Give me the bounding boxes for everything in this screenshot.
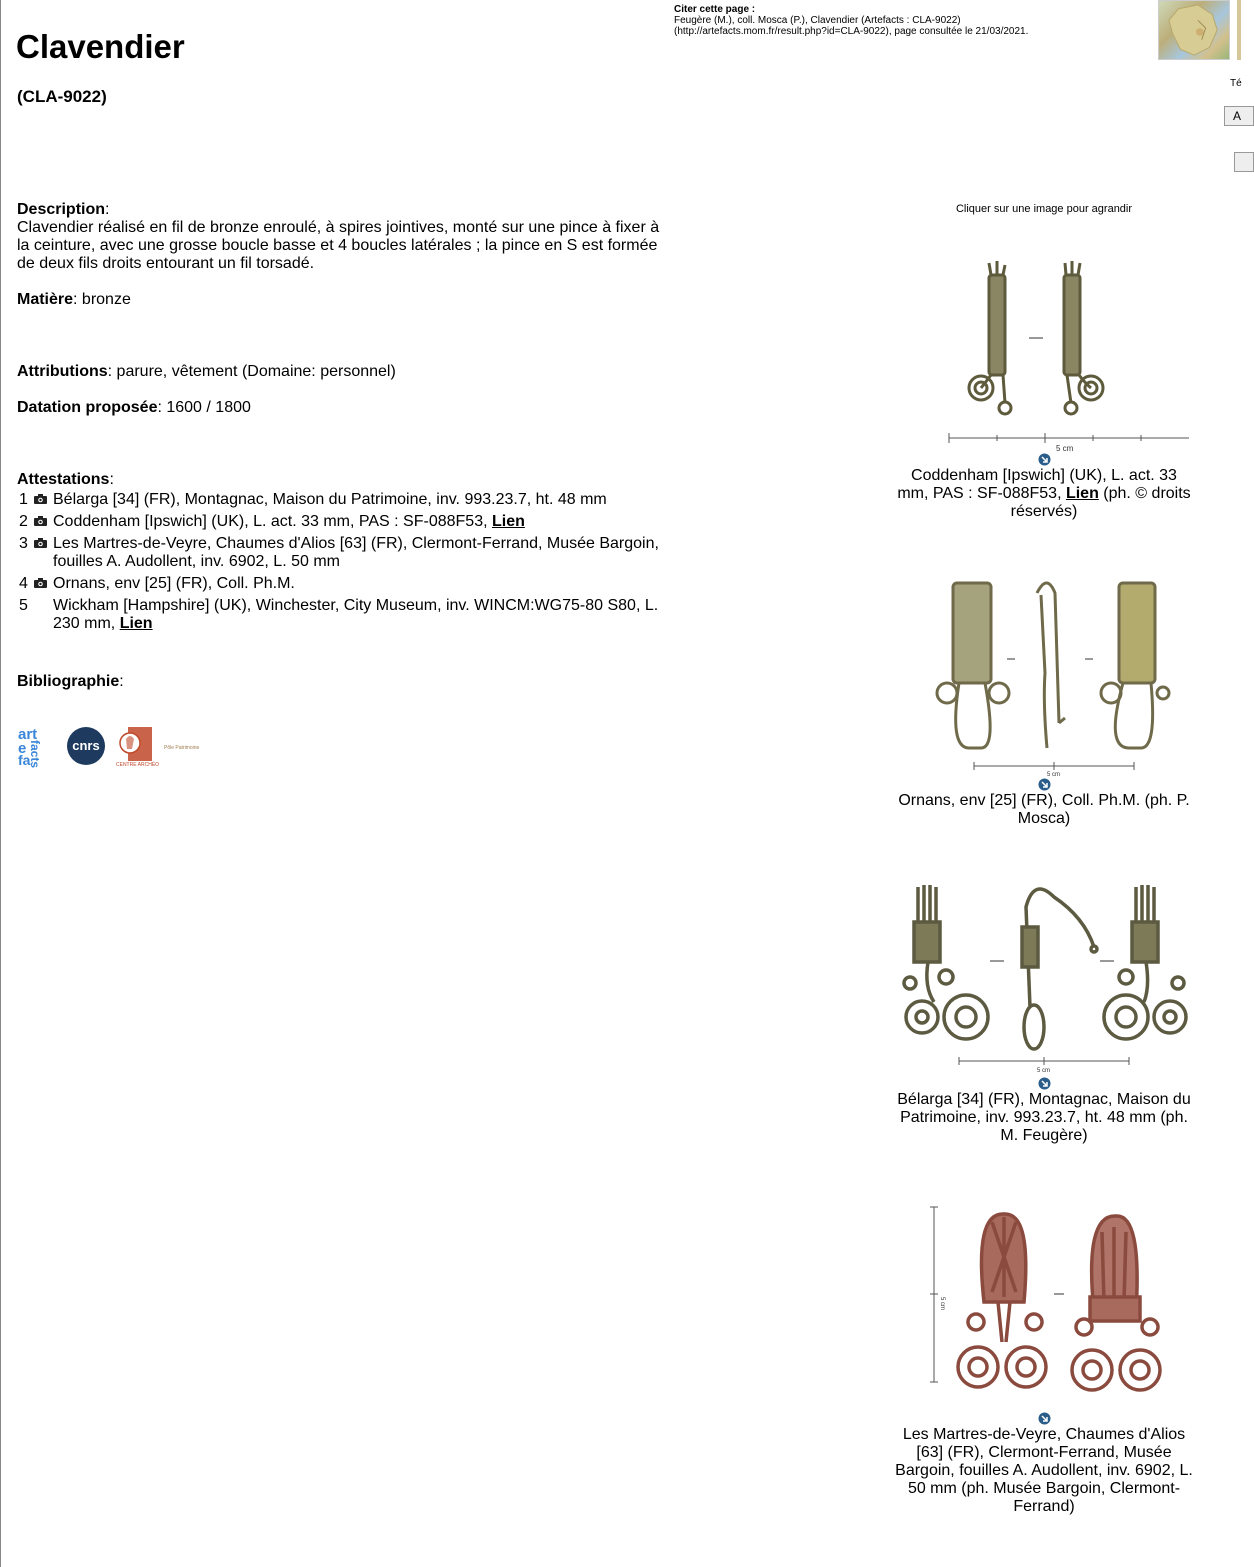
description-label: Description [17,201,106,218]
bibliographie-section: Bibliographie: [17,673,124,690]
scale-bar [974,762,1134,770]
matiere-value: bronze [81,291,131,308]
attestation-number: 3 [19,535,28,552]
camera-icon[interactable] [34,538,47,548]
attributions-label: Attributions [17,363,108,380]
attestations-heading: Attestations: [17,471,114,488]
camera-icon[interactable] [34,494,47,504]
figure-ornans [894,573,1194,828]
attestation-text: Les Martres-de-Veyre, Chaumes d'Alios [63] (FR), Clermont-Ferrand, Musée Bargoin, fouilles A. Audollent, inv. 6902, L. 50 mm [53,535,659,570]
artefact-code: (CLA-9022) [17,87,107,106]
list-item [17,513,667,531]
zoom-icon[interactable] [1038,1412,1051,1425]
figure-caption [894,1091,1194,1145]
artefact-shape-back [1101,583,1169,748]
list-item [17,535,667,571]
patrimoine-logo[interactable]: Pôle Patrimoine [164,745,200,751]
description-section: Description: Clavendier réalisé en fil de bronze enroulé, à spires jointives, monté sur une pince à fixer à la ceinture, avec une grosse boucle basse et 4 boucles latérales ; la pince en S est formée de deux fils droits entourant un fil torsadé. [17,201,660,272]
list-item [17,575,667,593]
scale-bar [949,433,1189,443]
artefact-photo[interactable] [919,573,1169,778]
archeo-logo-text: CENTRE ARCHÉO [116,762,160,768]
scale-label: 5 cm [939,1297,945,1311]
zoom-icon[interactable] [1038,1077,1051,1090]
citation-heading: Citer cette page : [674,4,756,15]
download-label: Té [1230,78,1242,89]
datation-section: Datation proposée: 1600 / 1800 [17,399,251,416]
artefact-shape-right [1104,885,1186,1039]
artefact-shape-right [1064,261,1103,414]
artefacts-logo-text-2: e [18,740,27,757]
scale-label: 5 cm [1047,772,1061,778]
citation-block [674,4,1154,37]
side-button-a[interactable]: A [1224,106,1254,126]
cnrs-logo[interactable]: cnrs [67,727,105,765]
bibliographie-label: Bibliographie [17,673,120,690]
datation-value: 1600 / 1800 [166,399,251,416]
caption-text-post: (ph. © droits réservés) [1010,485,1191,520]
artefacts-logo[interactable] [17,725,57,767]
attestation-link[interactable]: Lien [491,513,525,530]
artefact-shape-left [904,885,988,1039]
attestation-text: Ornans, env [25] (FR), Coll. Ph.M. [53,575,295,592]
attestation-text: Bélarga [34] (FR), Montagnac, Maison du Patrimoine, inv. 993.23.7, ht. 48 mm [53,491,607,508]
caption-text: Bélarga [34] (FR), Montagnac, Maison du Patrimoine, inv. 993.23.7, ht. 48 mm (ph. M. Feugère) [897,1091,1191,1144]
matiere-section: Matière: bronze [17,291,131,308]
scale-label: 5 cm [1037,1068,1051,1074]
attestation-number: 2 [19,513,28,530]
attributions-section: Attributions: parure, vêtement (Domaine: personnel) [17,363,396,380]
attestation-number: 5 [19,597,28,614]
image-click-hint: Cliquer sur une image pour agrandir [955,203,1133,215]
caption-text: Ornans, env [25] (FR), Coll. Ph.M. (ph. P. Mosca) [898,792,1190,827]
attestation-number: 1 [19,491,28,508]
artefact-shape-front [937,583,1009,748]
attestations-list [17,491,667,637]
citation-line-2: (http://artefacts.mom.fr/result.php?id=CLA-9022), page consultée le 21/03/2021. [674,26,1029,37]
caption-link[interactable]: Lien [1065,485,1099,502]
camera-icon[interactable] [34,516,47,526]
figure-caption [894,792,1194,828]
figure-coddenham [894,253,1194,521]
caption-text: Coddenham [Ipswich] (UK), L. act. 33 mm, PAS : SF-088F53, [897,467,1177,502]
citation-line-1: Feugère (M.), coll. Mosca (P.), Clavendier (Artefacts : CLA-9022) [674,15,961,26]
artefacts-logo-text-3: facts [28,740,42,769]
location-map[interactable] [1158,0,1230,60]
matiere-label: Matière [17,291,74,308]
figure-caption [894,467,1194,521]
attestations-label: Attestations [17,471,110,488]
artefact-shape-profile [1037,583,1065,748]
map-edge [1237,0,1241,60]
artefact-photo[interactable] [914,1202,1174,1412]
scale-bar [930,1207,938,1382]
artefacts-logo-text-1: art [18,726,38,743]
description-text: Clavendier réalisé en fil de bronze enroulé, à spires jointives, monté sur une pince à fixer à la ceinture, avec une grosse boucle basse et 4 boucles latérales ; la pince en S est formée de deux fils droits entourant un fil torsadé. [17,219,660,272]
figure-caption [894,1426,1194,1516]
attestation-number: 4 [19,575,28,592]
artefact-shape-profile [1022,889,1097,1049]
map-icon [1159,1,1229,59]
camera-icon[interactable] [34,578,47,588]
attributions-value: parure, vêtement (Domaine: personnel) [116,363,396,380]
caption-text: Les Martres-de-Veyre, Chaumes d'Alios [63] (FR), Clermont-Ferrand, Musée Bargoin, fouilles A. Audollent, inv. 6902, L. 50 mm (ph. Musée Bargoin, Clermont-Ferrand) [895,1426,1193,1515]
artefact-shape-front [958,1214,1046,1387]
page-title: Clavendier [16,28,185,65]
scale-label: 5 cm [1056,444,1074,453]
artefact-photo[interactable] [894,877,1194,1077]
figure-belarga [894,877,1194,1145]
figure-martres-de-veyre [894,1202,1194,1516]
artefact-shape-left [969,261,1011,414]
artefacts-logo-text-4: fa [18,752,31,768]
list-item [17,597,667,633]
side-button-b[interactable] [1234,152,1254,172]
scale-bar [959,1057,1129,1065]
attestation-link[interactable]: Lien [119,615,153,632]
archeo-logo[interactable] [114,725,160,768]
artefact-shape-back [1072,1216,1160,1390]
datation-label: Datation proposée [17,399,158,416]
attestation-text: Wickham [Hampshire] (UK), Winchester, City Museum, inv. WINCM:WG75-80 S80, L. 230 mm, [53,597,659,632]
list-item [17,491,667,509]
artefact-photo[interactable] [919,253,1169,453]
zoom-icon[interactable] [1038,453,1051,466]
zoom-icon[interactable] [1038,778,1051,791]
attestation-text: Coddenham [Ipswich] (UK), L. act. 33 mm, PAS : SF-088F53, [53,513,492,530]
